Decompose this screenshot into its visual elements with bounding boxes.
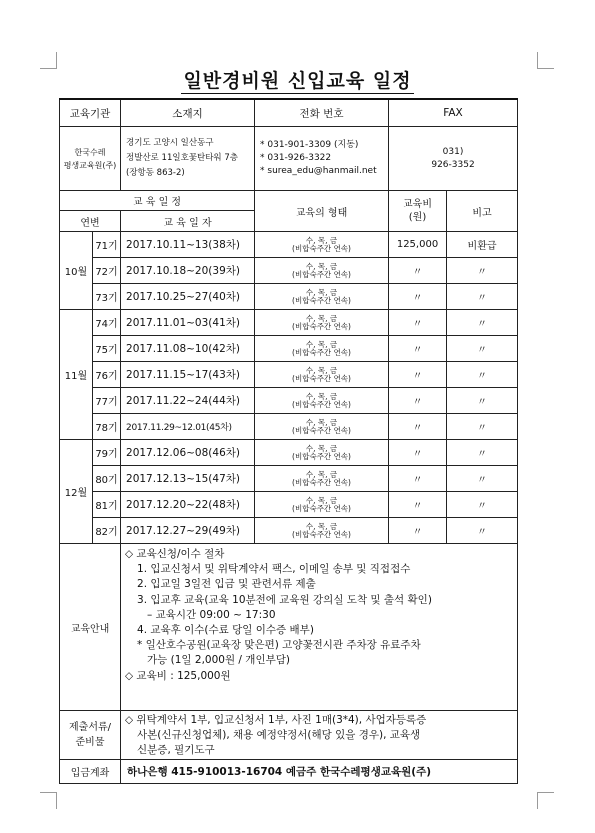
session-note: 〃: [447, 414, 518, 440]
fee-header-line2: (원): [408, 212, 427, 223]
session-date: 2017.11.08~10(42차): [121, 336, 255, 362]
document-title: 일반경비원 신입교육 일정: [183, 70, 412, 92]
session-term: 79기: [93, 440, 121, 466]
session-format: [255, 492, 389, 518]
session-date: 2017.11.15~17(43차): [121, 362, 255, 388]
session-format-type: (비합숙주간 연속): [292, 399, 351, 409]
crop-mark-bottom-right: [537, 792, 554, 809]
month-label: 11월: [60, 310, 93, 440]
session-note: 〃: [447, 440, 518, 466]
guide-row: [60, 544, 518, 711]
session-fee: 〃: [389, 336, 447, 362]
documents-content: [121, 711, 518, 760]
guide-line: 3. 입교후 교육(교육 10분전에 교육원 강의실 도착 및 출석 확인): [137, 593, 432, 606]
session-row: [60, 284, 518, 310]
session-format-type: (비합숙주간 연속): [292, 269, 351, 279]
session-format-days: 수, 목, 금: [305, 495, 338, 505]
session-term: 80기: [93, 466, 121, 492]
session-format-days: 수, 목, 금: [305, 261, 338, 271]
header-row: [60, 99, 518, 127]
session-format-type: (비합숙주간 연속): [292, 321, 351, 331]
session-fee: 〃: [389, 466, 447, 492]
session-term: 76기: [93, 362, 121, 388]
address-line3: (장항동 863-2): [126, 168, 185, 178]
address-line2: 정발산로 11일호꽃탄타워 7층: [126, 153, 238, 163]
guide-line: 4. 교육후 이수(수료 당일 이수증 배부): [137, 624, 314, 637]
phone-line2: * 031-926-3322: [260, 153, 332, 163]
session-term: 78기: [93, 414, 121, 440]
session-format: [255, 362, 389, 388]
session-date: 2017.12.20~22(48차): [121, 492, 255, 518]
documents-row: [60, 711, 518, 760]
header-fax: FAX: [389, 99, 518, 127]
session-date: 2017.12.27~29(49차): [121, 518, 255, 544]
guide-line: ◇ 교육신청/이수 절차: [125, 548, 225, 560]
session-row: [60, 336, 518, 362]
bank-label: 입금계좌: [60, 760, 121, 784]
session-term: 82기: [93, 518, 121, 544]
institution-name-line1: 한국수레: [74, 147, 106, 157]
session-fee: 〃: [389, 362, 447, 388]
session-date: 2017.10.25~27(40차): [121, 284, 255, 310]
crop-mark-bottom-left: [40, 792, 57, 809]
guide-line: – 교육시간 09:00 ~ 17:30: [147, 608, 276, 621]
session-date: 2017.10.18~20(39차): [121, 258, 255, 284]
session-row: [60, 492, 518, 518]
fee-header-line1: 교육비: [403, 199, 432, 210]
schedule-table: [59, 98, 518, 784]
session-format-days: 수, 목, 금: [305, 443, 338, 453]
session-format-type: (비합숙주간 연속): [292, 243, 351, 253]
document-title-wrap: [0, 66, 595, 93]
guide-line: 가능 (1일 2,000원 / 개인부담): [147, 654, 290, 667]
fax-cell: [389, 127, 518, 191]
guide-content: [121, 544, 518, 711]
address-cell: [121, 127, 255, 191]
session-format: [255, 310, 389, 336]
edu-date-header: 교 육 일 자: [121, 211, 255, 232]
documents-line3: 신분증, 필기도구: [137, 743, 215, 756]
session-fee: 〃: [389, 258, 447, 284]
session-format-days: 수, 목, 금: [305, 391, 338, 401]
fax-line2: 926-3352: [431, 159, 475, 170]
session-note: 〃: [447, 518, 518, 544]
session-fee: 〃: [389, 284, 447, 310]
session-format-type: (비합숙주간 연속): [292, 425, 351, 435]
note-header: 비고: [447, 191, 518, 232]
session-format-type: (비합숙주간 연속): [292, 477, 351, 487]
session-format-days: 수, 목, 금: [305, 287, 338, 297]
session-row: [60, 414, 518, 440]
session-format-type: (비합숙주간 연속): [292, 451, 351, 461]
session-format: [255, 232, 389, 258]
session-row: [60, 310, 518, 336]
month-label: 12월: [60, 440, 93, 544]
header-phone: 전화 번호: [255, 99, 389, 127]
format-header: 교육의 형태: [255, 191, 389, 232]
guide-line: 2. 입교일 3일전 입금 및 관련서류 제출: [137, 578, 316, 591]
documents-label-line1: 제출서류/: [69, 722, 112, 733]
session-date: 2017.12.06~08(46차): [121, 440, 255, 466]
documents-line2: 사본(신규신청업체), 채용 예정약정서(해당 있을 경우), 교육생: [137, 728, 421, 741]
year-month-header: 연변: [60, 211, 121, 232]
session-fee: 〃: [389, 388, 447, 414]
bank-row: [60, 760, 518, 784]
session-term: 77기: [93, 388, 121, 414]
session-format-type: (비합숙주간 연속): [292, 373, 351, 383]
session-term: 73기: [93, 284, 121, 310]
session-format-days: 수, 목, 금: [305, 417, 338, 427]
documents-label-line2: 준비물: [75, 737, 105, 748]
session-fee: 〃: [389, 440, 447, 466]
address-line1: 경기도 고양시 일산동구: [126, 138, 214, 148]
session-format-days: 수, 목, 금: [305, 521, 338, 531]
session-note: 〃: [447, 310, 518, 336]
session-fee: 〃: [389, 518, 447, 544]
month-label: 10월: [60, 232, 93, 310]
session-format-type: (비합숙주간 연속): [292, 503, 351, 513]
session-term: 81기: [93, 492, 121, 518]
session-row: [60, 518, 518, 544]
fee-header: [389, 191, 447, 232]
institution-info-row: [60, 127, 518, 191]
session-format-days: 수, 목, 금: [305, 313, 338, 323]
session-term: 71기: [93, 232, 121, 258]
schedule-header: 교 육 일 정: [60, 191, 255, 211]
session-format-days: 수, 목, 금: [305, 469, 338, 479]
session-term: 74기: [93, 310, 121, 336]
institution-name-cell: [60, 127, 121, 191]
phone-cell: [255, 127, 389, 191]
session-date: 2017.11.01~03(41차): [121, 310, 255, 336]
guide-line: 1. 입교신청서 및 위탁계약서 팩스, 이메일 송부 및 직접접수: [137, 563, 411, 576]
session-format-type: (비합숙주간 연속): [292, 529, 351, 539]
institution-name-line2: 평생교육원(주): [63, 160, 117, 170]
fax-line1: 031): [442, 146, 464, 157]
session-note: 비환급: [447, 232, 518, 258]
session-format: [255, 466, 389, 492]
session-row: [60, 258, 518, 284]
session-note: 〃: [447, 258, 518, 284]
session-note: 〃: [447, 362, 518, 388]
session-row: [60, 362, 518, 388]
session-fee: 〃: [389, 492, 447, 518]
session-date: 2017.10.11~13(38차): [121, 232, 255, 258]
bank-details: 하나은행 415-910013-16704 예금주 한국수레평생교육원(주): [121, 760, 518, 784]
header-location: 소재지: [121, 99, 255, 127]
session-format-days: 수, 목, 금: [305, 339, 338, 349]
schedule-header-row1: [60, 191, 518, 211]
session-note: 〃: [447, 466, 518, 492]
guide-label: 교육안내: [60, 544, 121, 711]
session-date: 2017.12.13~15(47차): [121, 466, 255, 492]
session-term: 75기: [93, 336, 121, 362]
session-date: 2017.11.29~12.01(45차): [121, 414, 255, 440]
session-row: [60, 388, 518, 414]
session-format: [255, 440, 389, 466]
email-line: * surea_edu@hanmail.net: [260, 166, 377, 176]
session-row: [60, 440, 518, 466]
session-format-days: 수, 목, 금: [305, 365, 338, 375]
guide-line: ◇ 교육비 : 125,000원: [125, 669, 231, 682]
session-note: 〃: [447, 388, 518, 414]
session-fee: 〃: [389, 310, 447, 336]
session-note: 〃: [447, 284, 518, 310]
documents-line1: ◇ 위탁계약서 1부, 입교신청서 1부, 사진 1매(3*4), 사업자등록증: [125, 713, 427, 726]
phone-line1: * 031-901-3309 (지동): [260, 140, 359, 150]
session-fee: 〃: [389, 414, 447, 440]
session-row: [60, 232, 518, 258]
session-format-days: 수, 목, 금: [305, 235, 338, 245]
documents-label: [60, 711, 121, 760]
session-fee: 125,000: [389, 232, 447, 258]
session-row: [60, 466, 518, 492]
session-date: 2017.11.22~24(44차): [121, 388, 255, 414]
session-format: [255, 336, 389, 362]
session-format-type: (비합숙주간 연속): [292, 295, 351, 305]
session-format: [255, 388, 389, 414]
session-note: 〃: [447, 336, 518, 362]
session-format: [255, 518, 389, 544]
session-format: [255, 258, 389, 284]
guide-line: * 일산호수공원(교육장 맞은편) 고양꽃전시관 주차장 유료주차: [137, 639, 421, 652]
session-note: 〃: [447, 492, 518, 518]
session-format: [255, 414, 389, 440]
header-institution: 교육기관: [60, 99, 121, 127]
session-term: 72기: [93, 258, 121, 284]
session-format: [255, 284, 389, 310]
session-format-type: (비합숙주간 연속): [292, 347, 351, 357]
